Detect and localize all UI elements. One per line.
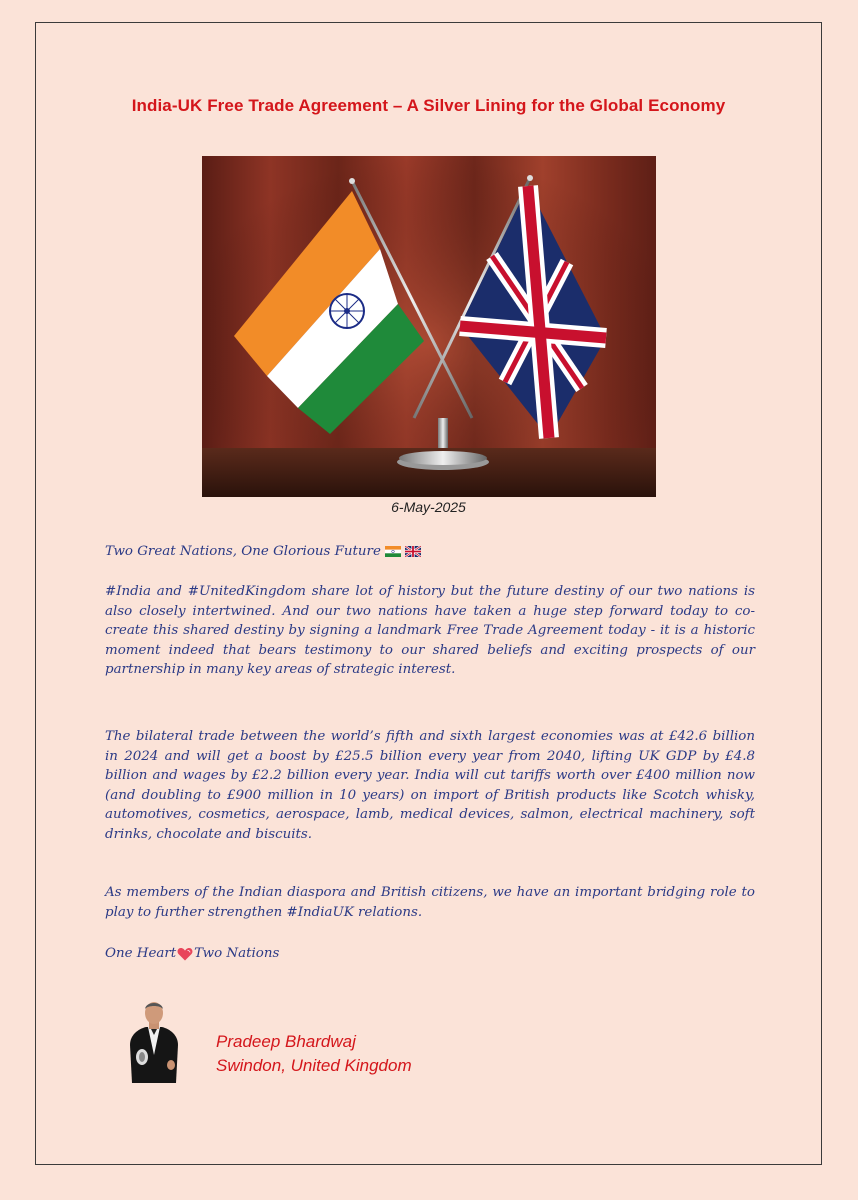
author-block [216, 1030, 412, 1078]
paragraph-diaspora: As members of the Indian diaspora and British citizens, we have an important bridging role to play to further strengthen #IndiaUK relations. [105, 885, 755, 920]
uk-flag-icon [405, 546, 421, 557]
paragraph-trade-figures: The bilateral trade between the world’s fifth and sixth largest economies was at £42.6 billion in 2024 and will get a boost by £25.5 billion every year from 2040, lifting UK GDP by £4.8 billion and wages by £2.2 billion every year. India will cut tariffs worth over £400 million now (and doubling to £900 million in 10 years) on import of British products like Scotch whisky, automotives, cosmetics, aerospace, lamb, medical devices, salmon, electrical machinery, soft drinks, chocolate and biscuits. [105, 729, 755, 842]
tagline [105, 542, 755, 562]
closing-part-one: One Heart [105, 946, 177, 961]
author-location: Swindon, United Kingdom [216, 1056, 412, 1075]
author-photo [124, 995, 184, 1083]
tagline-text: Two Great Nations, One Glorious Future [105, 544, 381, 559]
india-flag-icon [385, 546, 401, 557]
india-uk-flags-photo [202, 156, 656, 497]
closing-line [105, 944, 755, 964]
heart-icon [177, 947, 193, 961]
publication-date: 6-May-2025 [391, 499, 466, 515]
page-title: India-UK Free Trade Agreement – A Silver Lining for the Global Economy [131, 96, 726, 115]
closing-part-two: Two Nations [194, 946, 280, 961]
paragraph-history: #India and #UnitedKingdom share lot of history but the future destiny of our two nations is also closely intertwined. And our two nations have taken a huge step forward today to co-create this shared destiny by signing a landmark Free Trade Agreement today - it is a historic moment indeed that bears testimony to our shared beliefs and exciting prospects of our partnership in many key areas of strategic interest. [105, 584, 755, 677]
author-name: Pradeep Bhardwaj [216, 1032, 356, 1051]
